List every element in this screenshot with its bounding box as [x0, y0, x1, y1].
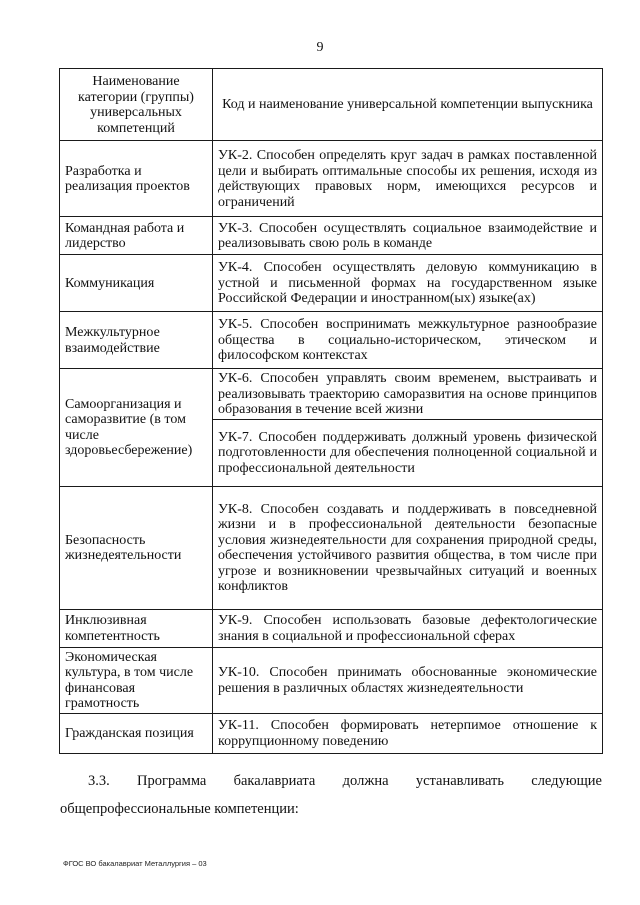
competence-cell: УК-4. Способен осуществлять деловую коммуникацию в устной и письменной формах на государственном языке Российской Федерации и иностранном(ых) языке(ах): [213, 255, 603, 312]
document-footer: ФГОС ВО бакалавриат Металлургия – 03: [63, 859, 207, 868]
category-cell: Межкультурное взаимодействие: [60, 312, 213, 369]
competence-cell: УК-10. Способен принимать обоснованные экономические решения в различных областях жизнедеятельности: [213, 647, 603, 713]
table-row: [60, 141, 603, 217]
category-cell: Безопасность жизнедеятельности: [60, 486, 213, 609]
category-cell: Коммуникация: [60, 255, 213, 312]
competence-cell: УК-7. Способен поддерживать должный уровень физической подготовленности для обеспечения полноценной социальной и профессиональной деятельности: [213, 419, 603, 486]
table-row: [60, 713, 603, 753]
header-category: Наименование категории (группы) универсальных компетенций: [60, 69, 213, 141]
table-header-row: [60, 69, 603, 141]
table-row: [60, 369, 603, 420]
category-cell: Гражданская позиция: [60, 713, 213, 753]
competencies-table: [59, 68, 603, 754]
table-row: [60, 609, 603, 647]
category-cell: Инклюзивная компетентность: [60, 609, 213, 647]
competence-cell: УК-3. Способен осуществлять социальное взаимодействие и реализовывать свою роль в команде: [213, 217, 603, 255]
table-row: [60, 486, 603, 609]
table-row: [60, 255, 603, 312]
category-cell: Самоорганизация и саморазвитие (в том числе здоровьесбережение): [60, 369, 213, 487]
paragraph-line-2: общепрофессиональные компетенции:: [60, 801, 299, 817]
competence-cell: УК-9. Способен использовать базовые дефектологические знания в социальной и профессиональной сферах: [213, 609, 603, 647]
page-number: 9: [316, 40, 324, 55]
table-row: [60, 312, 603, 369]
table-row: [60, 647, 603, 713]
section-paragraph: [60, 767, 602, 823]
competence-cell: УК-11. Способен формировать нетерпимое отношение к коррупционному поведению: [213, 713, 603, 753]
competence-cell: УК-8. Способен создавать и поддерживать в повседневной жизни и в профессиональной деятельности безопасные условия жизнедеятельности для сохранения природной среды, обеспечения устойчивого развития общества, в том числе при угрозе и возникновении чрезвычайных ситуаций и военных конфликтов: [213, 486, 603, 609]
competence-cell: УК-5. Способен воспринимать межкультурное разнообразие общества в социально-историческом, этическом и философском контекстах: [213, 312, 603, 369]
category-cell: Разработка и реализация проектов: [60, 141, 213, 217]
table-row: [60, 217, 603, 255]
paragraph-line-1: 3.3. Программа бакалавриата должна устанавливать следующие: [88, 773, 602, 789]
category-cell: Экономическая культура, в том числе финансовая грамотность: [60, 647, 213, 713]
competence-cell: УК-6. Способен управлять своим временем, выстраивать и реализовывать траекторию саморазвития на основе принципов образования в течение всей жизни: [213, 369, 603, 420]
category-cell: Командная работа и лидерство: [60, 217, 213, 255]
competence-cell: УК-2. Способен определять круг задач в рамках поставленной цели и выбирать оптимальные способы их решения, исходя из действующих правовых норм, имеющихся ресурсов и ограничений: [213, 141, 603, 217]
header-code: Код и наименование универсальной компетенции выпускника: [213, 69, 603, 141]
